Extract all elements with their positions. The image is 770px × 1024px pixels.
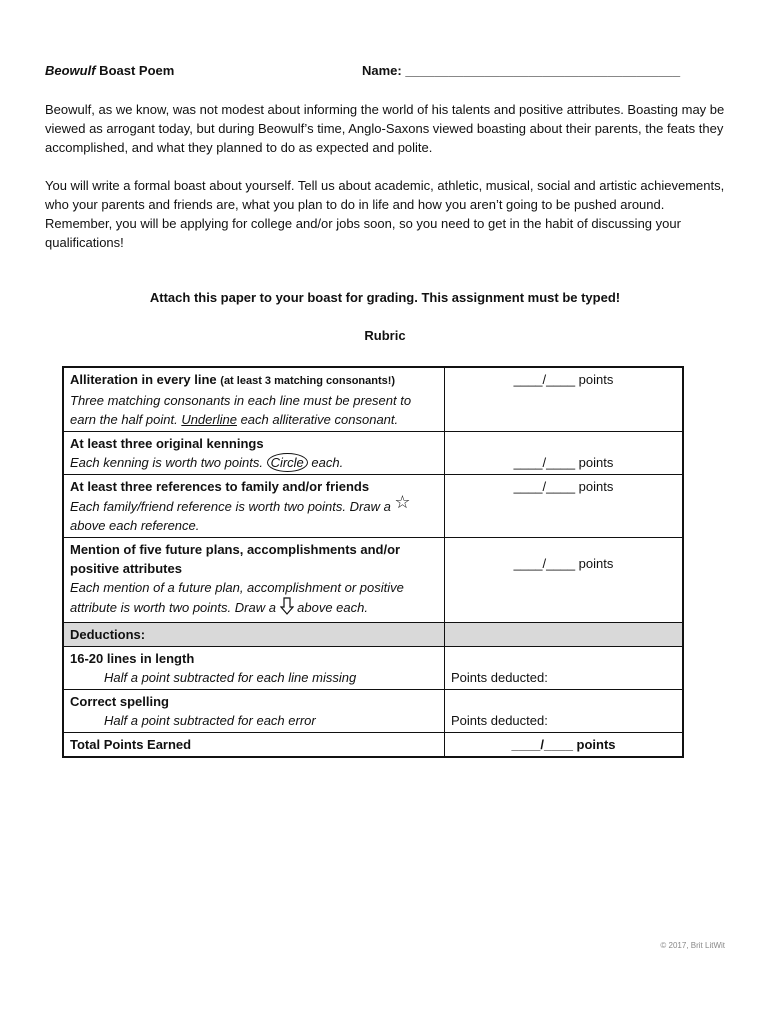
criterion-title: Alliteration in every line — [70, 372, 217, 387]
criterion-cell — [63, 538, 445, 623]
intro-paragraph-2: You will write a formal boast about yourself. Tell us about academic, athletic, musical, social and artistic achievements, who your parents and friends are, what you plan to do in life and how you aren’t going to be pushed around. Remember, you will be applying for college and/or jobs soon, so you need to get in the habit of discussing your qualifications! — [45, 178, 725, 250]
deduction-title: 16-20 lines in length — [70, 651, 195, 666]
deduction-title: Correct spelling — [70, 694, 169, 709]
circle-example: Circle — [267, 453, 308, 472]
criterion-title: Mention of five future plans, accomplishments and/or positive attributes — [70, 542, 401, 576]
criterion-cell — [63, 475, 445, 538]
criterion-note: (at least 3 matching consonants!) — [220, 375, 396, 387]
deduction-description: Half a point subtracted for each line missing — [104, 670, 357, 685]
criterion-title: At least three references to family and/or friends — [70, 479, 370, 494]
deductions-blank-cell — [445, 623, 684, 647]
deduction-cell — [63, 690, 445, 733]
copyright-footer: © 2017, Brit LitWit — [660, 941, 725, 950]
deductions-label: Deductions: — [63, 623, 445, 647]
criterion-description: Each mention of a future plan, accomplishment or positive attribute is worth two points. Draw a above each. — [70, 580, 404, 615]
points-cell: ____/____ points — [445, 367, 684, 432]
rubric-table — [62, 366, 684, 758]
rubric-row-family — [63, 475, 683, 538]
title-rest: Boast Poem — [95, 63, 175, 78]
deductions-header-row — [63, 623, 683, 647]
underline-example: Underline — [181, 412, 237, 427]
total-points: ____/____ points — [445, 733, 684, 758]
points-cell: ____/____ points — [445, 538, 684, 623]
name-field: Name: ______________________________________ — [362, 63, 681, 78]
deduction-row-spelling — [63, 690, 683, 733]
down-arrow-icon — [280, 597, 294, 620]
star-icon: ☆ — [394, 492, 411, 512]
deduction-description: Half a point subtracted for each error — [104, 713, 316, 728]
rubric-row-kennings — [63, 432, 683, 475]
total-row — [63, 733, 683, 758]
criterion-description: Three matching consonants in each line must be present to earn the half point. Underline each alliterative consonant. — [70, 393, 412, 427]
document-title — [45, 63, 174, 78]
criterion-description: Each kenning is worth two points. Circle each. — [70, 455, 344, 470]
points-cell: ____/____ points — [445, 475, 684, 538]
deduction-row-length — [63, 647, 683, 690]
points-deducted-cell: Points deducted: — [445, 690, 684, 733]
rubric-row-alliteration — [63, 367, 683, 432]
points-deducted-cell: Points deducted: — [445, 647, 684, 690]
rubric-heading: Rubric — [364, 328, 406, 343]
title-italic: Beowulf — [45, 63, 96, 78]
criterion-cell — [63, 367, 445, 432]
criterion-description: Each family/friend reference is worth two points. Draw a ☆ above each reference. — [70, 492, 411, 533]
total-label: Total Points Earned — [63, 733, 445, 758]
intro-paragraph-1: Beowulf, as we know, was not modest about informing the world of his talents and positive attributes. Boasting may be viewed as arrogant today, but during Beowulf’s time, Anglo-Saxons viewed boasting about their parents, the feats they accomplished, and what they planned to do as expected and polite. — [45, 102, 725, 155]
points-cell: ____/____ points — [445, 432, 684, 475]
rubric-row-future-plans — [63, 538, 683, 623]
criterion-cell — [63, 432, 445, 475]
instruction-text: Attach this paper to your boast for grading. This assignment must be typed! — [149, 290, 621, 305]
header-row — [45, 63, 725, 81]
deduction-cell — [63, 647, 445, 690]
criterion-title: At least three original kennings — [70, 436, 264, 451]
